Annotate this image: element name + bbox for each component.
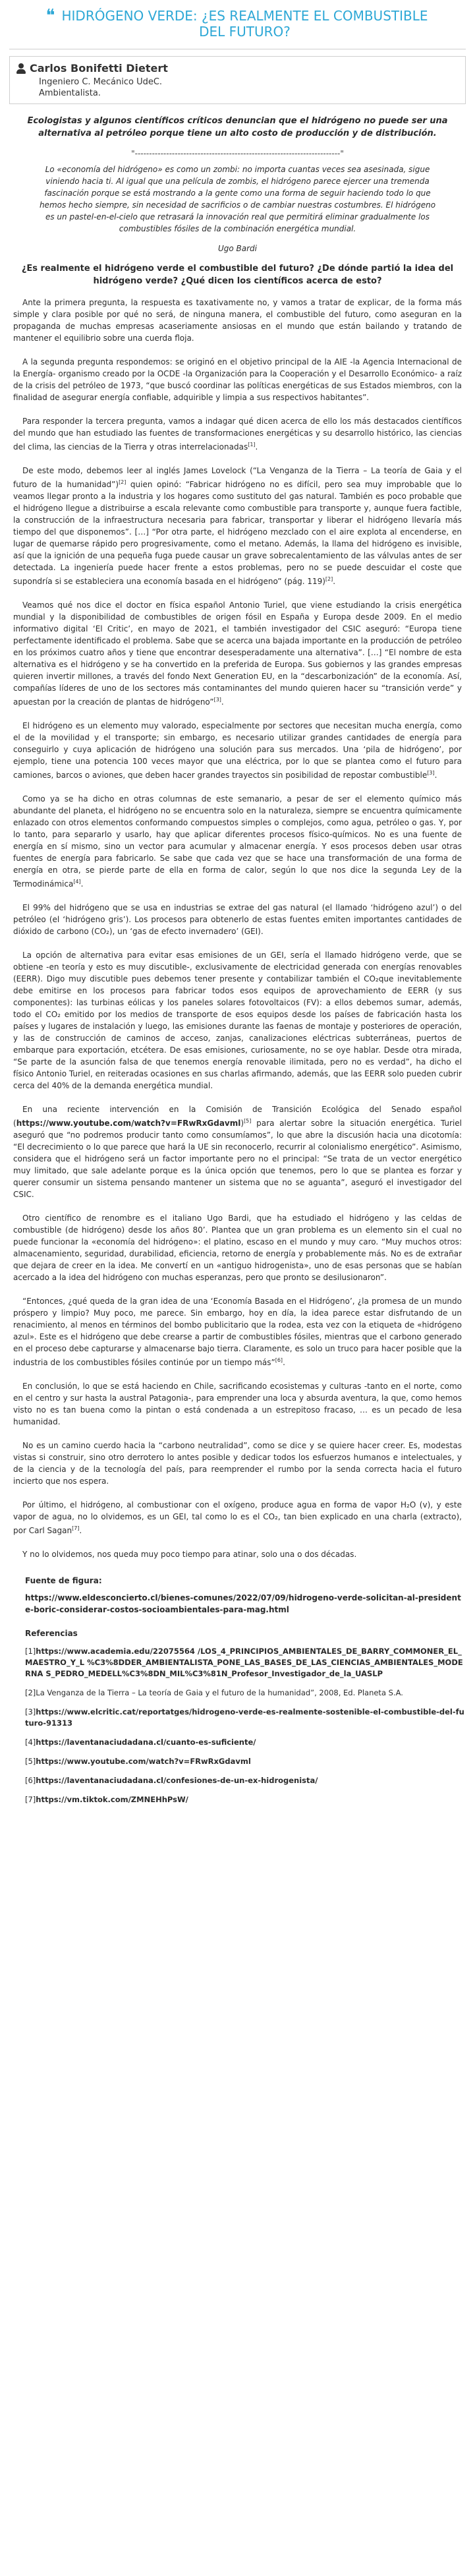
quote-icon: ❝ (45, 6, 55, 26)
text: El hidrógeno es un elemento muy valorado, especialmente por sectores que necesitan mucha energía, como el de la movilidad y el transporte; sin embargo, es necesario utilizar grandes cantidades de energía para conseguirlo y cuya aplicación de hidrógeno una solución para sus mercados. Una ‘pila de hidrógeno’, por ejemplo, tiene una potencia 100 veces mayor que una eléctrica, por lo que se plantea como el futuro para camiones, barcos o aviones, que deben hacer grandes trayectos sin posibilidad de repostar combustible (13, 721, 462, 780)
text: A la segunda pregunta respondemos: se originó en el objetivo principal de la AIE -la Agencia Internacional de la Energía- organismo creado por la OCDE -la Organización para la Cooperación y el Desarrollo Económico- a raíz de la crisis del petróleo de 1973, “que buscó coordinar las políticas energéticas de sus Estados miembros, con la finalidad de asegurar energía confiable, adquirible y limpia a sus respectivos habitantes”. (13, 357, 462, 402)
reference-number: [3] (25, 1707, 36, 1716)
after: . (434, 771, 437, 780)
body-paragraph (13, 415, 462, 453)
references-list (9, 1646, 466, 1805)
after_link: ) (240, 1119, 244, 1128)
footnote-marker[interactable]: [2] (119, 479, 126, 485)
after: . (221, 697, 224, 707)
reference-number: [6] (25, 1776, 36, 1785)
inline-link[interactable]: https://www.youtube.com/watch?v=FRwRxGdavml (16, 1119, 241, 1128)
footnote-marker[interactable]: [4] (73, 879, 81, 885)
body-paragraph (13, 1499, 462, 1537)
text: En conclusión, lo que se está haciendo en Chile, sacrificando ecosistemas y culturas -tanto en el norte, como en el centro y sur hasta la austral Patagonia-, para emprender una loca y absurda aventura, la que, como hemos visto no es tan buena como la pintan o está condenada a un estrepitoso fracaso, … es un pecado de lesa humanidad. (13, 1382, 462, 1426)
footnote-marker[interactable]: [6] (275, 1357, 283, 1363)
text: Como ya se ha dicho en otras columnas de este semanario, a pesar de ser el elemento químico más abundante del planeta, el hidrógeno no se encuentra solo en la naturaleza, siempre se encuentra químicamente enlazado con otros elementos conformando compuestos simples o complejos, como agua, petróleo o gas. Y, por lo tanto, para separarlo y usarlo, hay que aplicar diferentes procesos físico-químicos. No es una fuente de energía en sí mismo, sino un vector para acumular y almacenar energía. Y esos procesos deben usar otras fuentes de energía para fabricarlo. Se sabe que cada vez que se hace una transformación de una forma de energía en otra, se pierde parte de ella en forma de calor, según lo que nos dice la segunda Ley de la Termodinámica (13, 794, 462, 889)
body-paragraph (13, 1103, 462, 1200)
reference-text[interactable]: La Venganza de la Tierra – La teoría de Gaia y el futuro de la humanidad”, 2008, Ed. Planeta S.A. (36, 1688, 403, 1697)
author-note: Ambientalista. (39, 88, 101, 98)
reference-text[interactable]: https://www.youtube.com/watch?v=FRwRxGdavml (36, 1757, 251, 1766)
footnote-marker[interactable]: [2] (325, 576, 333, 582)
text: Y no lo olvidemos, nos queda muy poco tiempo para atinar, solo una o dos décadas. (22, 1550, 357, 1559)
text: Veamos qué nos dice el doctor en física español Antonio Turiel, que viene estudiando la crisis energética mundial y la disponibilidad de combustibles de origen fósil en España y Europa desde 2009. En el medio informativo digital ‘El Critic’, en mayo de 2021, el también investigador del CSIC aseguró: “Europa tiene perfectamente identificado el problema. Sabe que se acerca una bajada importante en la producción de petróleo en los próximos cuatro años y tiene que encontrar desesperadamente una alternativa”. […] “El nombre de esta alternativa es el hidrógeno y se ha convertido en la preferida de Europa. Sus gobiernos y las grandes empresas quieren invertir millones, a través del fondo Next Generation EU, en la “descarbonización” de la economía. Así, compañías líderes de uno de los sectores más contaminantes del mundo quieren hacer su “transición verde” y apuestan por la creación de plantas de hidrógeno” (13, 600, 462, 707)
text: No es un camino cuerdo hacia la “carbono neutralidad”, como se dice y se quiere hacer creer. Es, modestas vistas si construir, sino otro derrotero lo antes posible y dedicar todos los esfuerzos humanos e intelectuales, y de la ciencia y de la tecnología del país, para reemprender el rumbo por la senda correcta hacia el futuro incierto que nos espera. (13, 1441, 462, 1486)
after: . (255, 442, 258, 452)
body-paragraph (13, 1295, 462, 1368)
text: En una reciente intervención en la Comisión de Transición Ecológica del Senado español ( (13, 1105, 462, 1128)
reference-text[interactable]: https://www.academia.edu/22075564 /LOS_4_PRINCIPIOS_AMBIENTALES_DE_BARRY_COMMONER_EL_MAESTRO_Y_L %C3%8DDER_AMBIENTALISTA_PONE_LAS_BASES_DE_LAS_CIENCIAS_AMBIENTALES_MODERNA S_PEDRO_MEDELL%C3%8DN_MIL%C3%81N_Profesor_Investigador_de_la_UASLP (25, 1647, 463, 1678)
reference-number: [4] (25, 1738, 36, 1747)
footnote-marker[interactable]: [7] (72, 1525, 80, 1531)
author-name-text: Carlos Bonifetti Dietert (30, 62, 168, 74)
footnote-marker[interactable]: [3] (427, 770, 435, 776)
source-title: Fuente de figura: (25, 1576, 102, 1585)
body-paragraph (13, 720, 462, 781)
author-name (16, 62, 459, 74)
lead-paragraph: Ecologistas y algunos científicos críticos denuncian que el hidrógeno no puede ser una alternativa al petróleo porque tiene un alto costo de producción y de distribución. (27, 116, 448, 138)
after: . (80, 879, 84, 889)
body-paragraph (13, 1212, 462, 1283)
body-paragraph (13, 1440, 462, 1487)
text: De este modo, debemos leer al inglés James Lovelock (“La Venganza de la Tierra – La teoría de Gaia y el futuro de la humanidad”) (13, 466, 462, 489)
body-paragraph (13, 793, 462, 890)
after: para alertar sobre la situación energética. Turiel aseguró que “no podremos producir tanto como consumíamos”, lo que abre la discusión hacia una dicotomía: “El decrecimiento o lo que parece que hará la UE sin reconocerlo, recurrir al colonialismo energético”. Asimismo, considera que el hidrógeno será un factor importante pero no el principal: “Se trata de un vector energético muy limitado, que sale adelante porque es la única opción que tenemos, pero lo que se plantea es forzar y querer consumir un sistema pensando mantener un sistema que no se aguanta”, aseguró el investigador del CSIC. (13, 1119, 462, 1199)
body-paragraph (13, 902, 462, 937)
footnote-marker[interactable]: [5] (244, 1118, 252, 1124)
reference-item[interactable] (25, 1707, 466, 1729)
separator-line: "------------------------------------------------------------------------" (131, 149, 344, 158)
reference-text[interactable]: https://vm.tiktok.com/ZMNEHhPsW/ (36, 1795, 188, 1804)
reference-number: [7] (25, 1795, 36, 1804)
article-title-text: HIDRÓGENO VERDE: ¿ES REALMENTE EL COMBUSTIBLE DEL FUTURO? (61, 8, 428, 40)
reference-item[interactable] (25, 1794, 466, 1805)
reference-number: [5] (25, 1757, 36, 1766)
article-body (9, 297, 466, 1560)
body-paragraph (13, 356, 462, 403)
reference-text[interactable]: https://laventanaciudadana.cl/confesiones-de-un-ex-hidrogenista/ (36, 1776, 318, 1785)
text: Otro científico de renombre es el italiano Ugo Bardi, que ha estudiado el hidrógeno y las celdas de combustible (de hidrógeno) desde los años 80’. Plantea que un gran problema es un elemento sin el cual no puede funcionar la «economía del hidrógeno»: el platino, escaso en el mundo y muy caro. “Muy muchos otros: almacenamiento, seguridad, durabilidad, eficiencia, retorno de energía y probablemente más. No es de extrañar que dejara de creer en la idea. Me convertí en un «antiguo hidrogenista», uno de esas personas que se habían acercado a la idea del hidrógeno con muchas esperanzas, pero que pronto se desilusionaron”. (13, 1214, 462, 1282)
text: “Entonces, ¿qué queda de la gran idea de una ‘Economía Basada en el Hidrógeno’, ¿la promesa de un mundo próspero y limpio? Muy poco, me parece. Sin embargo, hoy en día, la idea parece estar disfrutando de un renacimiento, al menos en términos del bombo publicitario que la rodea, esta vez con la etiqueta de «hidrógeno azul». Este es el hidrógeno que debe crearse a partir de combustibles fósiles, mientras que el carbono generado en el proceso debe capturarse y almacenarse bajo tierra. Claramente, es solo un truco para hacer posible que la industria de los combustibles fósiles continúe por un tiempo más” (13, 1297, 462, 1367)
references-title: Referencias (25, 1629, 78, 1638)
body-paragraph (13, 1380, 462, 1428)
after: quien opinó: “Fabricar hidrógeno no es difícil, pero sea muy improbable que lo veamos llegar pronto a la industria y los hogares como sustituto del gas natural. También es poco probable que el hidrógeno llegue a distribuirse a escala relevante como combustible para transporte y, aunque fuera factible, la construcción de la infraestructura necesaria para fabricar, transportar y liberar el hidrógeno llevaría más tiempo del que disponemos”. […] “Por otra parte, el hidrógeno mezclado con el aire explota al encenderse, en lugar de quemarse rápido pero progresivamente, como el metano. Además, la llama del hidrógeno es invisible, así que la ignición de una pequeña fuga puede causar un grave sobrecalentamiento de las válvulas antes de ser detectada. La ingeniería puede hacer frente a estos problemas, pero no se puede descuidar el coste que supondría si se estableciera una economía basada en el hidrógeno” (pág. 119) (13, 480, 462, 586)
body-paragraph (13, 465, 462, 587)
source-link[interactable]: https://www.eldesconcierto.cl/bienes-comunes/2022/07/09/hidrogeno-verde-solicitan-al-presidente-boric-considerar-costos-socioambientales-para-mag.html (25, 1593, 461, 1614)
text: Por último, el hidrógeno, al combustionar con el oxígeno, produce agua en forma de vapor H₂O (v), y este vapor de agua, no lo olvidemos, es un GEI, tal como lo es el CO₂, tan bien explicado en una charla (extracto), por Carl Sagan (13, 1500, 462, 1535)
article-title (9, 8, 466, 40)
body-paragraph (13, 297, 462, 344)
intro-quote: Lo «economía del hidrógeno» es como un zombi: no importa cuantas veces sea asesinada, sigue viniendo hacia ti. Al igual que una película de zombis, el hidrógeno parece ejercer una tremenda fascinación porque se está mostrando a la gente como una forma de seguir haciendo todo lo que hemos hecho siempre, sin necesidad de sacrificios o de cambiar nuestras costumbres. El hidrógeno es un pastel-en-el-cielo que retrasará la innovación real que permitirá eliminar gradualmente los combustibles fósiles de la combinación energética mundial. (39, 165, 436, 233)
reference-item[interactable] (25, 1646, 466, 1680)
body-paragraph (13, 949, 462, 1092)
reference-item[interactable] (25, 1775, 466, 1786)
footnote-marker[interactable]: [3] (213, 697, 221, 703)
reference-item[interactable] (25, 1756, 466, 1767)
footnote-marker[interactable]: [1] (248, 442, 256, 448)
body-paragraph (13, 599, 462, 708)
reference-text[interactable]: https://www.elcritic.cat/reportatges/hidrogeno-verde-es-realmente-sostenible-el-combustible-del-futuro-91313 (25, 1707, 464, 1728)
body-paragraph (13, 1548, 462, 1560)
reference-number: [2] (25, 1688, 36, 1697)
text: Ante la primera pregunta, la respuesta es taxativamente no, y vamos a tratar de explicar, de la forma más simple y clara posible por qué no será, de ninguna manera, el combustible del futuro, como aseguran en la propaganda de muchas empresas acaseriamente ansiosas en el mundo que están bailando y tratando de mantener el equilibrio sobre una cuerda floja. (13, 298, 462, 343)
after: . (283, 1358, 285, 1367)
reference-item[interactable] (25, 1737, 466, 1748)
author-role: Ingeniero C. Mecánico UdeC. (39, 77, 163, 87)
user-icon (16, 63, 26, 74)
text: Para responder la tercera pregunta, vamos a indagar qué dicen acerca de ello los más destacados científicos del mundo que han estudiado las fuentes de transformaciones energéticas y su desarrollo histórico, las ciencias del clima, las ciencias de la Tierra y otras interrelacionadas (13, 417, 462, 452)
reference-item[interactable] (25, 1687, 466, 1699)
after: . (79, 1526, 82, 1535)
reference-number: [1] (25, 1647, 36, 1656)
after2: . (333, 577, 336, 586)
reference-text[interactable]: https://laventanaciudadana.cl/cuanto-es-suficiente/ (36, 1738, 256, 1747)
text: La opción de alternativa para evitar esas emisiones de un GEI, sería el llamado hidrógeno verde, que se obtiene -en teoría y esto es muy discutible-, exclusivamente de electricidad generada con energías renovables (EERR). Digo muy discutible pues debemos tener presente y contabilizar también el CO₂que inevitablemente debe emitirse en los procesos para fabricar todos esos equipos de aprovechamiento de EERR (y sus componentes): las turbinas eólicas y los paneles solares fotovoltaicos (FV): a ellos debemos sumar, además, todo el CO₂ emitido por los medios de transporte de esos equipos desde los países de fabricación hasta los países y lugares de instalación y luego, las emisiones durante las faenas de montaje y posteriores de operación, y las de construcción de caminos de acceso, zanjas, canalizaciones eléctricas subterráneas, puertos de embarque para exportación, etcétera. De esas emisiones, curiosamente, no se oye hablar. Desde otra mirada, “Se parte de la asunción falsa de que tenemos energía renovable ilimitada, pero no es verdad”, ha dicho el físico Antonio Turiel, en reiteradas ocasiones en sus charlas afirmando, además, que las EERR solo pueden cubrir cerca del 40% de la demanda energética mundial. (13, 951, 462, 1090)
key-questions: ¿Es realmente el hidrógeno verde el combustible del futuro? ¿De dónde partió la idea del hidrógeno verde? ¿Qué dicen los científicos acerca de esto? (21, 264, 454, 286)
quote-signature: Ugo Bardi (217, 244, 258, 253)
text: El 99% del hidrógeno que se usa en industrias se extrae del gas natural (el llamado ‘hidrógeno azul’) o del petróleo (el ‘hidrógeno gris’). Los procesos para obtenerlo de estas fuentes emiten importantes cantidades de dióxido de carbono (CO₂), un ‘gas de efecto invernadero’ (GEI). (13, 903, 462, 936)
author-box (9, 56, 466, 104)
